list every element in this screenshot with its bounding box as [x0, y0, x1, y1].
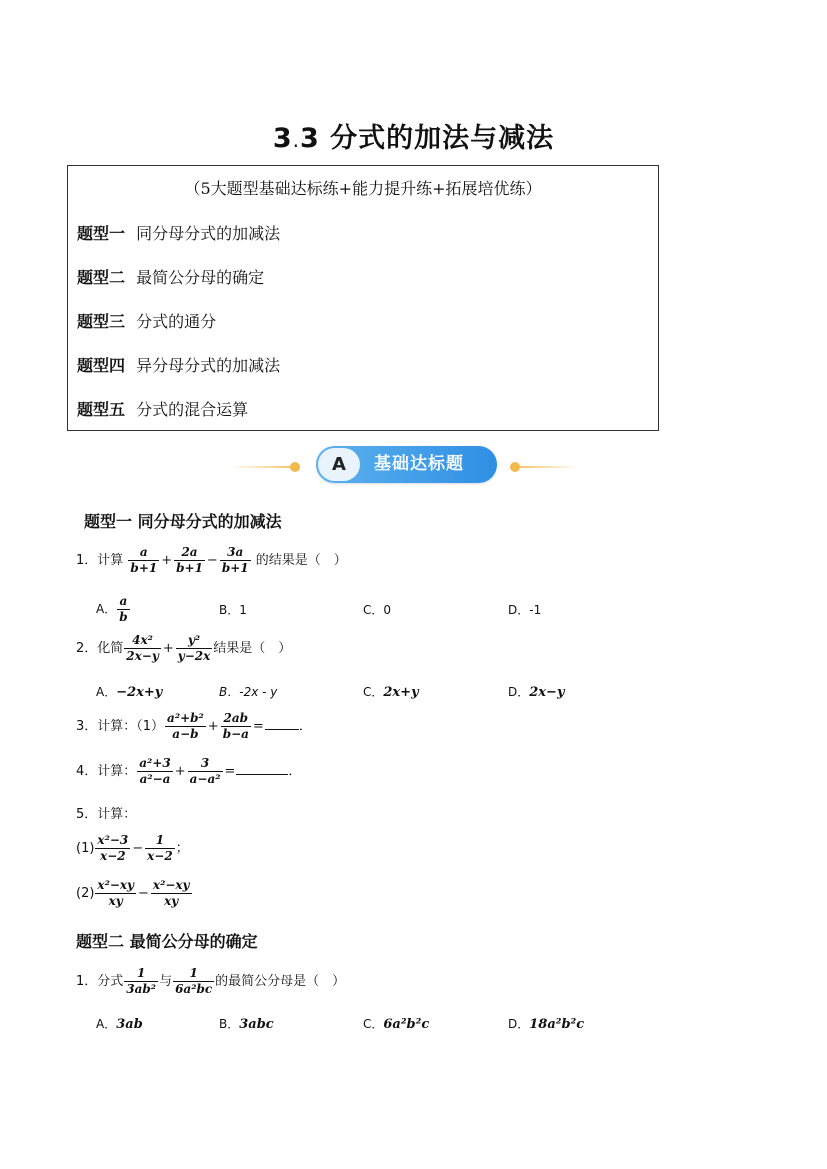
option-c: C．0: [363, 603, 392, 617]
fraction: $\frac{2a}{b+1}$: [176, 545, 203, 575]
fraction: $\frac{\text{4x²}}{2x-y}$: [126, 633, 159, 663]
banner-dot-right: [510, 462, 520, 472]
question-number: 2．化简: [76, 641, 124, 656]
section-banner: [316, 446, 497, 483]
toc-item-title: 分式的通分: [136, 312, 217, 331]
option-a: A．3ab: [96, 1017, 143, 1032]
fraction: $\frac{1}{x-2}$: [147, 833, 173, 863]
fraction: $\frac{2ab}{b-a}$: [222, 711, 249, 741]
section-heading: 题型二 最简公分母的确定: [76, 932, 258, 951]
question-5-part-1: (1) $\frac{\text{x²−3}}{x-2}$ − $\frac{1}{x-2}$ ；: [76, 833, 189, 863]
option-d: D．-1: [508, 603, 542, 617]
toc-item-title: 同分母分式的加减法: [136, 224, 281, 243]
question-number: 3．计算：（1）: [76, 719, 165, 734]
toc-box: [67, 165, 659, 431]
question-5: 5．计算：: [76, 807, 137, 822]
toc-item: [77, 353, 280, 376]
banner-label: 基础达标题: [374, 454, 464, 474]
toc-item-title: 分式的混合运算: [136, 400, 249, 419]
question-number: 1．计算: [76, 553, 124, 568]
title-text: 3 分式的加法与减法: [299, 123, 555, 154]
fraction: $\frac{\text{y²}}{y-2x}$: [177, 633, 211, 663]
toc-item-number: 题型四: [77, 356, 126, 375]
banner-line-left: [230, 466, 292, 468]
banner-dot-left: [290, 462, 300, 472]
answer-blank[interactable]: [236, 764, 288, 775]
fraction: $\frac{3a}{b+1}$: [221, 545, 249, 575]
toc-item-number: 题型三: [77, 312, 126, 331]
fraction: $\frac{a}{b}$: [119, 594, 128, 624]
question-6: 1．分式 $\frac{1}{\text{3ab²}}$ 与 $\frac{1}{\text{6a²bc}}$ 的最简公分母是（ ）: [76, 966, 346, 996]
fraction: $\frac{1}{\text{6a²bc}}$: [175, 966, 213, 996]
question-5-part-2: (2) $\frac{\text{x²−xy}}{xy}$ − $\frac{\text{x²−xy}}{xy}$: [76, 878, 190, 908]
question-2: 2．化简 $\frac{\text{4x²}}{2x-y}$ + $\frac{\text{y²}}{y-2x}$ 结果是（ ）: [76, 633, 292, 663]
question-3: 3．计算：（1） $\frac{\text{a²+b²}}{a-b}$ + $\frac{2ab}{b-a}$ = ．: [76, 711, 312, 741]
toc-item-number: 题型二: [77, 268, 126, 287]
toc-item: [77, 397, 248, 420]
fraction: $\frac{\text{x²−xy}}{xy}$: [152, 878, 190, 908]
toc-item-title: 异分母分式的加减法: [136, 356, 281, 375]
fraction: $\frac{3}{\text{a−a²}}$: [189, 756, 221, 786]
question-number: 4．计算：: [76, 764, 137, 779]
toc-item: [77, 265, 264, 288]
section-heading: 题型一 同分母分式的加减法: [84, 512, 282, 531]
fraction: $\frac{\text{x²−xy}}{xy}$: [97, 878, 135, 908]
toc-item-title: 最简公分母的确定: [136, 268, 265, 287]
banner-line-right: [520, 466, 578, 468]
option-d: D．18a²b²c: [508, 1017, 585, 1032]
answer-blank[interactable]: [265, 719, 299, 730]
option-d: D．2x−y: [508, 685, 565, 700]
fraction: $\frac{\text{x²−3}}{x-2}$: [97, 833, 129, 863]
toc-item-number: 题型一: [77, 224, 126, 243]
option-a: A． $\frac{a}{b}$: [96, 594, 128, 624]
toc-item: [77, 221, 280, 244]
toc-item: [77, 309, 216, 332]
question-tail: 的结果是（ ）: [255, 553, 347, 568]
question-tail: 结果是（ ）: [213, 641, 292, 656]
toc-item-number: 题型五: [77, 400, 126, 419]
banner-badge: A: [318, 448, 360, 481]
page-title: 3.3 分式的加法与减法: [272, 123, 555, 154]
question-1: 1．计算 $\frac{a}{b+1}$ + $\frac{2a}{b+1}$ − $\frac{3a}{b+1}$ 的结果是（ ）: [76, 545, 347, 575]
fraction: $\frac{\text{a²+3}}{\text{a²−a}}$: [139, 756, 171, 786]
fraction: $\frac{1}{\text{3ab²}}$: [126, 966, 157, 996]
option-a: A．−2x+y: [96, 685, 163, 700]
question-number: 1．分式: [76, 974, 124, 989]
question-tail: 的最简公分母是（ ）: [215, 974, 346, 989]
question-4: 4．计算： $\frac{\text{a²+3}}{\text{a²−a}}$ + $\frac{3}{\text{a−a²}}$ = ．: [76, 756, 302, 786]
fraction: $\frac{\text{a²+b²}}{a-b}$: [167, 711, 204, 741]
option-b: B．3abc: [219, 1017, 274, 1032]
option-b: B．1: [219, 603, 247, 617]
option-b: B．-2x - y: [219, 685, 278, 699]
title-number: 3: [272, 123, 293, 154]
fraction: $\frac{a}{b+1}$: [130, 545, 158, 575]
option-c: C．6a²b²c: [363, 1017, 430, 1032]
toc-subtitle: （5大题型基础达标练+能力提升练+拓展培优练）: [184, 179, 542, 198]
option-c: C．2x+y: [363, 685, 419, 700]
